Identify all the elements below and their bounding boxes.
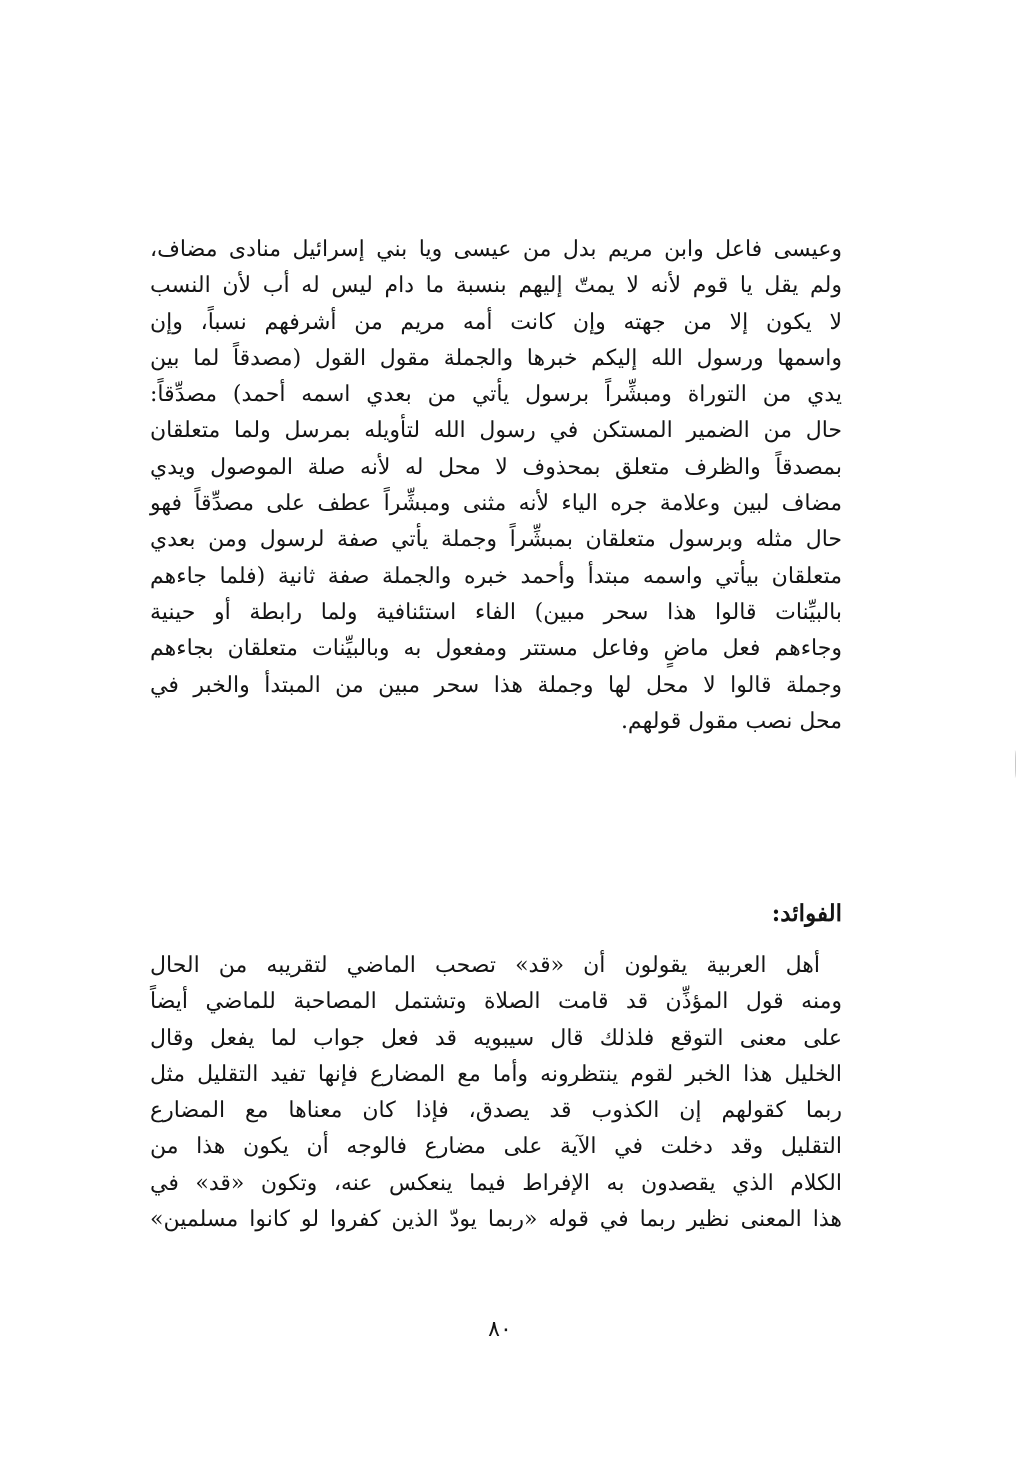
text-line: أهل العربية يقولون أن «قد» تصحب الماضي لتقريبه من الحال (150, 953, 820, 978)
body-paragraph-benefits (150, 948, 842, 1238)
text-line: بالبيِّنات قالوا هذا سحر مبين) الفاء استئنافية ولما رابطة أو حينية (150, 599, 842, 625)
text-line: ومنه قول المؤذِّن قد قامت الصلاة وتشتمل المصاحبة للماضي أيضاً (150, 989, 842, 1015)
text-line: حال من الضمير المستكن في رسول الله لتأويله بمرسل ولما متعلقان (150, 418, 842, 444)
text-line: الخليل هذا الخبر لقوم ينتظرونه وأما مع المضارع فإنها تفيد التقليل مثل (150, 1061, 842, 1087)
text-line: واسمها ورسول الله إليكم خبرها والجملة مقول القول (مصدقاً لما بين (150, 345, 842, 371)
text-line: ولم يقل يا قوم لأنه لا يمتّ إليهم بنسبة ما دام ليس له أب لأن النسب (150, 273, 842, 299)
text-line: التقليل وقد دخلت في الآية على مضارع فالوجه أن يكون هذا من (150, 1134, 842, 1160)
text-line: هذا المعنى نظير ربما في قوله «ربما يودّ الذين كفروا لو كانوا مسلمين» (150, 1207, 842, 1233)
text-line: محل نصب مقول قولهم. (620, 708, 842, 734)
text-line: ربما كقولهم إن الكذوب قد يصدق، فإذا كان معناها مع المضارع (150, 1098, 842, 1124)
text-line: بمصدقاً والظرف متعلق بمحذوف لا محل له لأنه صلة الموصول ويدي (150, 454, 842, 480)
text-line: لا يكون إلا من جهته وإن كانت أمه مريم من أشرفهم نسباً، وإن (150, 309, 842, 335)
text-line: على معنى التوقع فلذلك قال سيبويه قد فعل جواب لما يفعل وقال (150, 1025, 842, 1051)
text-line: الكلام الذي يقصدون به الإفراط فيما ينعكس عنه، وتكون «قد» في (150, 1170, 842, 1196)
section-heading: الفوائد: (771, 900, 842, 927)
text-line: متعلقان بيأتي واسمه مبتدأ وأحمد خبره والجملة صفة ثانية (فلما جاءهم (150, 563, 842, 589)
text-line: وجاءهم فعل ماضٍ وفاعل مستتر ومفعول به وبالبيِّنات متعلقان بجاءهم (150, 636, 842, 662)
text-line: حال مثله وبرسول متعلقان بمبشِّراً وجملة يأتي صفة لرسول ومن بعدي (150, 527, 842, 553)
page-number: ٨٠ (488, 1317, 512, 1342)
text-line: وجملة قالوا لا محل لها وجملة هذا سحر مبين من المبتدأ والخبر في (150, 672, 842, 698)
body-paragraph-grammar (150, 232, 842, 740)
text-line: مضاف لبين وعلامة جره الياء لأنه مثنى ومبشِّراً عطف على مصدِّقاً فهو (150, 491, 842, 517)
text-line: وعيسى فاعل وابن مريم بدل من عيسى ويا بني إسرائيل منادى مضاف، (150, 237, 842, 262)
scan-edge-mark (1013, 750, 1016, 778)
text-line: يدي من التوراة ومبشِّراً برسول يأتي من بعدي اسمه أحمد) مصدِّقاً: (150, 382, 842, 408)
